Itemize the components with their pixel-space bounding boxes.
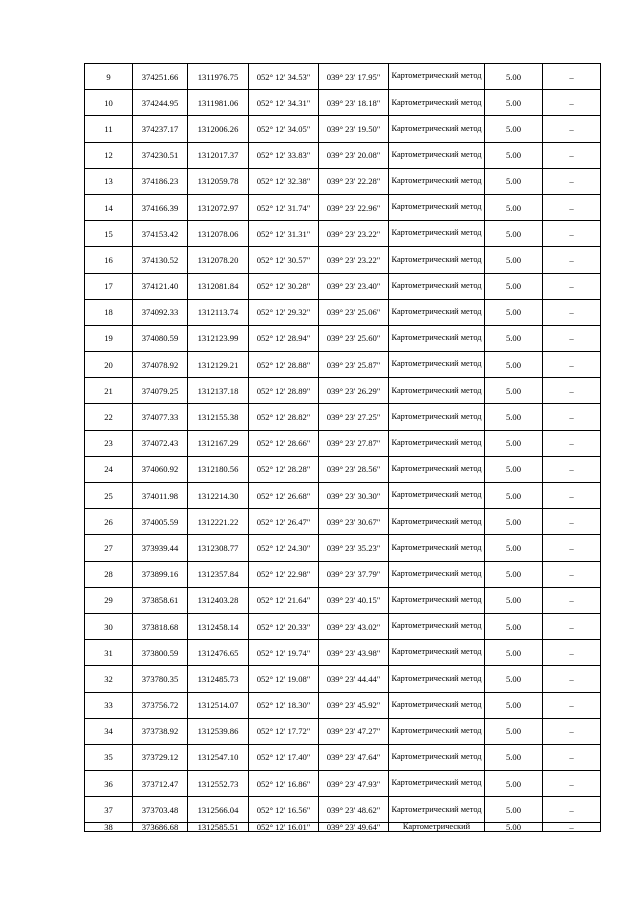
- y-coordinate-cell: 1312113.74: [188, 299, 249, 325]
- table-row: [85, 247, 601, 273]
- x-coordinate-cell: 374092.33: [133, 299, 188, 325]
- latitude-cell: 052° 12' 26.47": [249, 509, 319, 535]
- method-cell: Картометрический метод: [389, 378, 485, 404]
- method-cell: Картометрический метод: [389, 613, 485, 639]
- method-cell: Картометрический метод: [389, 142, 485, 168]
- table-row: [85, 483, 601, 509]
- point-number-cell: 24: [85, 456, 133, 482]
- x-coordinate-cell: 374153.42: [133, 221, 188, 247]
- point-number-cell: 9: [85, 64, 133, 90]
- latitude-cell: 052° 12' 34.53": [249, 64, 319, 90]
- table-row: [85, 561, 601, 587]
- x-coordinate-cell: 373800.59: [133, 640, 188, 666]
- method-cell: Картометрический метод: [389, 168, 485, 194]
- table-row: [85, 299, 601, 325]
- note-cell: –: [543, 587, 601, 613]
- longitude-cell: 039° 23' 22.28": [319, 168, 389, 194]
- point-number-cell: 28: [85, 561, 133, 587]
- x-coordinate-cell: 374011.98: [133, 483, 188, 509]
- method-cell: Картометрический метод: [389, 247, 485, 273]
- accuracy-cell: 5.00: [485, 299, 543, 325]
- y-coordinate-cell: 1312078.06: [188, 221, 249, 247]
- longitude-cell: 039° 23' 49.64": [319, 823, 389, 832]
- longitude-cell: 039° 23' 30.30": [319, 483, 389, 509]
- y-coordinate-cell: 1312155.38: [188, 404, 249, 430]
- longitude-cell: 039° 23' 25.06": [319, 299, 389, 325]
- longitude-cell: 039° 23' 44.44": [319, 666, 389, 692]
- table-row: [85, 404, 601, 430]
- method-cell: Картометрический метод: [389, 797, 485, 823]
- accuracy-cell: 5.00: [485, 273, 543, 299]
- longitude-cell: 039° 23' 17.95": [319, 64, 389, 90]
- note-cell: –: [543, 64, 601, 90]
- point-number-cell: 20: [85, 352, 133, 378]
- point-number-cell: 22: [85, 404, 133, 430]
- longitude-cell: 039° 23' 37.79": [319, 561, 389, 587]
- longitude-cell: 039° 23' 26.29": [319, 378, 389, 404]
- x-coordinate-cell: 373939.44: [133, 535, 188, 561]
- table-row: [85, 797, 601, 823]
- longitude-cell: 039° 23' 27.87": [319, 430, 389, 456]
- note-cell: –: [543, 221, 601, 247]
- point-number-cell: 30: [85, 613, 133, 639]
- point-number-cell: 37: [85, 797, 133, 823]
- y-coordinate-cell: 1312129.21: [188, 352, 249, 378]
- point-number-cell: 33: [85, 692, 133, 718]
- x-coordinate-cell: 374080.59: [133, 325, 188, 351]
- x-coordinate-cell: 373756.72: [133, 692, 188, 718]
- accuracy-cell: 5.00: [485, 64, 543, 90]
- latitude-cell: 052° 12' 31.74": [249, 194, 319, 220]
- longitude-cell: 039° 23' 22.96": [319, 194, 389, 220]
- note-cell: –: [543, 299, 601, 325]
- latitude-cell: 052° 12' 28.89": [249, 378, 319, 404]
- table-row: [85, 352, 601, 378]
- note-cell: –: [543, 613, 601, 639]
- point-number-cell: 26: [85, 509, 133, 535]
- longitude-cell: 039° 23' 27.25": [319, 404, 389, 430]
- method-cell: Картометрический метод: [389, 116, 485, 142]
- note-cell: –: [543, 352, 601, 378]
- latitude-cell: 052° 12' 28.94": [249, 325, 319, 351]
- latitude-cell: 052° 12' 28.66": [249, 430, 319, 456]
- accuracy-cell: 5.00: [485, 666, 543, 692]
- note-cell: –: [543, 168, 601, 194]
- method-cell: Картометрический метод: [389, 404, 485, 430]
- y-coordinate-cell: 1312485.73: [188, 666, 249, 692]
- method-cell: Картометрический метод: [389, 561, 485, 587]
- point-number-cell: 17: [85, 273, 133, 299]
- note-cell: –: [543, 378, 601, 404]
- y-coordinate-cell: 1312221.22: [188, 509, 249, 535]
- y-coordinate-cell: 1312123.99: [188, 325, 249, 351]
- y-coordinate-cell: 1312357.84: [188, 561, 249, 587]
- point-number-cell: 23: [85, 430, 133, 456]
- method-cell: Картометрический метод: [389, 430, 485, 456]
- note-cell: –: [543, 692, 601, 718]
- longitude-cell: 039° 23' 47.27": [319, 718, 389, 744]
- x-coordinate-cell: 374130.52: [133, 247, 188, 273]
- table-row: [85, 744, 601, 770]
- point-number-cell: 36: [85, 771, 133, 797]
- table-row: [85, 718, 601, 744]
- table-row: [85, 535, 601, 561]
- y-coordinate-cell: 1312539.86: [188, 718, 249, 744]
- longitude-cell: 039° 23' 23.22": [319, 247, 389, 273]
- note-cell: –: [543, 561, 601, 587]
- x-coordinate-cell: 374060.92: [133, 456, 188, 482]
- point-number-cell: 38: [85, 823, 133, 832]
- latitude-cell: 052° 12' 22.98": [249, 561, 319, 587]
- method-cell: Картометрический метод: [389, 352, 485, 378]
- latitude-cell: 052° 12' 16.01": [249, 823, 319, 832]
- accuracy-cell: 5.00: [485, 90, 543, 116]
- table-row: [85, 142, 601, 168]
- y-coordinate-cell: 1312167.29: [188, 430, 249, 456]
- y-coordinate-cell: 1312566.04: [188, 797, 249, 823]
- accuracy-cell: 5.00: [485, 535, 543, 561]
- note-cell: –: [543, 325, 601, 351]
- x-coordinate-cell: 374005.59: [133, 509, 188, 535]
- note-cell: –: [543, 430, 601, 456]
- x-coordinate-cell: 374186.23: [133, 168, 188, 194]
- table-row: [85, 666, 601, 692]
- note-cell: –: [543, 797, 601, 823]
- accuracy-cell: 5.00: [485, 404, 543, 430]
- latitude-cell: 052° 12' 30.57": [249, 247, 319, 273]
- x-coordinate-cell: 374121.40: [133, 273, 188, 299]
- longitude-cell: 039° 23' 30.67": [319, 509, 389, 535]
- longitude-cell: 039° 23' 40.15": [319, 587, 389, 613]
- latitude-cell: 052° 12' 26.68": [249, 483, 319, 509]
- y-coordinate-cell: 1312214.30: [188, 483, 249, 509]
- accuracy-cell: 5.00: [485, 640, 543, 666]
- point-number-cell: 25: [85, 483, 133, 509]
- latitude-cell: 052° 12' 34.05": [249, 116, 319, 142]
- method-cell: Картометрический метод: [389, 273, 485, 299]
- x-coordinate-cell: 374237.17: [133, 116, 188, 142]
- x-coordinate-cell: 374166.39: [133, 194, 188, 220]
- accuracy-cell: 5.00: [485, 692, 543, 718]
- accuracy-cell: 5.00: [485, 116, 543, 142]
- accuracy-cell: 5.00: [485, 194, 543, 220]
- note-cell: –: [543, 718, 601, 744]
- accuracy-cell: 5.00: [485, 378, 543, 404]
- table-row: [85, 640, 601, 666]
- accuracy-cell: 5.00: [485, 352, 543, 378]
- longitude-cell: 039° 23' 48.62": [319, 797, 389, 823]
- accuracy-cell: 5.00: [485, 325, 543, 351]
- latitude-cell: 052° 12' 29.32": [249, 299, 319, 325]
- longitude-cell: 039° 23' 20.08": [319, 142, 389, 168]
- table-row: [85, 692, 601, 718]
- accuracy-cell: 5.00: [485, 509, 543, 535]
- latitude-cell: 052° 12' 28.28": [249, 456, 319, 482]
- note-cell: –: [543, 535, 601, 561]
- latitude-cell: 052° 12' 28.88": [249, 352, 319, 378]
- table-row: [85, 194, 601, 220]
- method-cell: Картометрический метод: [389, 456, 485, 482]
- x-coordinate-cell: 374079.25: [133, 378, 188, 404]
- y-coordinate-cell: 1312137.18: [188, 378, 249, 404]
- y-coordinate-cell: 1312081.84: [188, 273, 249, 299]
- table-row: [85, 456, 601, 482]
- y-coordinate-cell: 1312072.97: [188, 194, 249, 220]
- accuracy-cell: 5.00: [485, 142, 543, 168]
- note-cell: –: [543, 483, 601, 509]
- point-number-cell: 34: [85, 718, 133, 744]
- y-coordinate-cell: 1312403.28: [188, 587, 249, 613]
- latitude-cell: 052° 12' 28.82": [249, 404, 319, 430]
- table-row: [85, 509, 601, 535]
- longitude-cell: 039° 23' 19.50": [319, 116, 389, 142]
- latitude-cell: 052° 12' 19.74": [249, 640, 319, 666]
- x-coordinate-cell: 374244.95: [133, 90, 188, 116]
- longitude-cell: 039° 23' 25.60": [319, 325, 389, 351]
- x-coordinate-cell: 373686.68: [133, 823, 188, 832]
- method-cell: Картометрический метод: [389, 90, 485, 116]
- latitude-cell: 052° 12' 34.31": [249, 90, 319, 116]
- method-cell: Картометрический метод: [389, 325, 485, 351]
- y-coordinate-cell: 1312552.73: [188, 771, 249, 797]
- note-cell: –: [543, 142, 601, 168]
- x-coordinate-cell: 373780.35: [133, 666, 188, 692]
- y-coordinate-cell: 1311981.06: [188, 90, 249, 116]
- y-coordinate-cell: 1312006.26: [188, 116, 249, 142]
- point-number-cell: 18: [85, 299, 133, 325]
- latitude-cell: 052° 12' 16.56": [249, 797, 319, 823]
- table-row: [85, 613, 601, 639]
- table-row: [85, 378, 601, 404]
- latitude-cell: 052° 12' 16.86": [249, 771, 319, 797]
- note-cell: –: [543, 194, 601, 220]
- accuracy-cell: 5.00: [485, 771, 543, 797]
- note-cell: –: [543, 247, 601, 273]
- latitude-cell: 052° 12' 20.33": [249, 613, 319, 639]
- x-coordinate-cell: 373899.16: [133, 561, 188, 587]
- x-coordinate-cell: 373703.48: [133, 797, 188, 823]
- x-coordinate-cell: 374072.43: [133, 430, 188, 456]
- longitude-cell: 039° 23' 35.23": [319, 535, 389, 561]
- coordinates-table: [84, 63, 601, 832]
- table-row: [85, 771, 601, 797]
- y-coordinate-cell: 1312059.78: [188, 168, 249, 194]
- longitude-cell: 039° 23' 18.18": [319, 90, 389, 116]
- table-row: [85, 587, 601, 613]
- point-number-cell: 10: [85, 90, 133, 116]
- accuracy-cell: 5.00: [485, 483, 543, 509]
- method-cell: Картометрический метод: [389, 587, 485, 613]
- x-coordinate-cell: 374251.66: [133, 64, 188, 90]
- method-cell: Картометрический метод: [389, 221, 485, 247]
- method-cell: Картометрический метод: [389, 483, 485, 509]
- point-number-cell: 31: [85, 640, 133, 666]
- x-coordinate-cell: 373738.92: [133, 718, 188, 744]
- accuracy-cell: 5.00: [485, 823, 543, 832]
- x-coordinate-cell: 374078.92: [133, 352, 188, 378]
- y-coordinate-cell: 1312585.51: [188, 823, 249, 832]
- longitude-cell: 039° 23' 47.93": [319, 771, 389, 797]
- note-cell: –: [543, 823, 601, 832]
- x-coordinate-cell: 373729.12: [133, 744, 188, 770]
- point-number-cell: 13: [85, 168, 133, 194]
- method-cell: Картометрический метод: [389, 666, 485, 692]
- y-coordinate-cell: 1312180.56: [188, 456, 249, 482]
- accuracy-cell: 5.00: [485, 561, 543, 587]
- latitude-cell: 052° 12' 18.30": [249, 692, 319, 718]
- note-cell: –: [543, 744, 601, 770]
- latitude-cell: 052° 12' 32.38": [249, 168, 319, 194]
- table-row: [85, 430, 601, 456]
- note-cell: –: [543, 404, 601, 430]
- y-coordinate-cell: 1312514.07: [188, 692, 249, 718]
- note-cell: –: [543, 116, 601, 142]
- accuracy-cell: 5.00: [485, 797, 543, 823]
- x-coordinate-cell: 373712.47: [133, 771, 188, 797]
- y-coordinate-cell: 1312547.10: [188, 744, 249, 770]
- latitude-cell: 052° 12' 33.83": [249, 142, 319, 168]
- method-cell: Картометрический метод: [389, 718, 485, 744]
- method-cell: Картометрический метод: [389, 64, 485, 90]
- y-coordinate-cell: 1312476.65: [188, 640, 249, 666]
- point-number-cell: 21: [85, 378, 133, 404]
- latitude-cell: 052° 12' 31.31": [249, 221, 319, 247]
- method-cell: Картометрический метод: [389, 692, 485, 718]
- method-cell: Картометрический метод: [389, 299, 485, 325]
- point-number-cell: 27: [85, 535, 133, 561]
- note-cell: –: [543, 509, 601, 535]
- y-coordinate-cell: 1312078.20: [188, 247, 249, 273]
- latitude-cell: 052° 12' 24.30": [249, 535, 319, 561]
- point-number-cell: 12: [85, 142, 133, 168]
- latitude-cell: 052° 12' 17.72": [249, 718, 319, 744]
- x-coordinate-cell: 374230.51: [133, 142, 188, 168]
- longitude-cell: 039° 23' 23.22": [319, 221, 389, 247]
- table-row: [85, 90, 601, 116]
- y-coordinate-cell: 1312017.37: [188, 142, 249, 168]
- x-coordinate-cell: 373818.68: [133, 613, 188, 639]
- note-cell: –: [543, 666, 601, 692]
- y-coordinate-cell: 1311976.75: [188, 64, 249, 90]
- table-row: [85, 116, 601, 142]
- longitude-cell: 039° 23' 43.98": [319, 640, 389, 666]
- method-cell: Картометрический: [389, 823, 485, 832]
- method-cell: Картометрический метод: [389, 509, 485, 535]
- latitude-cell: 052° 12' 30.28": [249, 273, 319, 299]
- method-cell: Картометрический метод: [389, 535, 485, 561]
- accuracy-cell: 5.00: [485, 247, 543, 273]
- table-body: [85, 64, 601, 832]
- point-number-cell: 16: [85, 247, 133, 273]
- accuracy-cell: 5.00: [485, 456, 543, 482]
- longitude-cell: 039° 23' 25.87": [319, 352, 389, 378]
- accuracy-cell: 5.00: [485, 718, 543, 744]
- table-row: [85, 168, 601, 194]
- y-coordinate-cell: 1312458.14: [188, 613, 249, 639]
- note-cell: –: [543, 456, 601, 482]
- accuracy-cell: 5.00: [485, 221, 543, 247]
- x-coordinate-cell: 373858.61: [133, 587, 188, 613]
- table-row: [85, 325, 601, 351]
- method-cell: Картометрический метод: [389, 640, 485, 666]
- x-coordinate-cell: 374077.33: [133, 404, 188, 430]
- latitude-cell: 052° 12' 19.08": [249, 666, 319, 692]
- accuracy-cell: 5.00: [485, 168, 543, 194]
- y-coordinate-cell: 1312308.77: [188, 535, 249, 561]
- table-row: [85, 221, 601, 247]
- note-cell: –: [543, 273, 601, 299]
- note-cell: –: [543, 90, 601, 116]
- accuracy-cell: 5.00: [485, 430, 543, 456]
- point-number-cell: 14: [85, 194, 133, 220]
- longitude-cell: 039° 23' 23.40": [319, 273, 389, 299]
- longitude-cell: 039° 23' 47.64": [319, 744, 389, 770]
- note-cell: –: [543, 771, 601, 797]
- note-cell: –: [543, 640, 601, 666]
- longitude-cell: 039° 23' 28.56": [319, 456, 389, 482]
- longitude-cell: 039° 23' 43.02": [319, 613, 389, 639]
- point-number-cell: 15: [85, 221, 133, 247]
- point-number-cell: 35: [85, 744, 133, 770]
- method-cell: Картометрический метод: [389, 771, 485, 797]
- point-number-cell: 29: [85, 587, 133, 613]
- accuracy-cell: 5.00: [485, 744, 543, 770]
- method-cell: Картометрический метод: [389, 744, 485, 770]
- table-row: [85, 823, 601, 832]
- table-row: [85, 273, 601, 299]
- table-row: [85, 64, 601, 90]
- point-number-cell: 32: [85, 666, 133, 692]
- method-cell: Картометрический метод: [389, 194, 485, 220]
- latitude-cell: 052° 12' 21.64": [249, 587, 319, 613]
- accuracy-cell: 5.00: [485, 613, 543, 639]
- longitude-cell: 039° 23' 45.92": [319, 692, 389, 718]
- accuracy-cell: 5.00: [485, 587, 543, 613]
- point-number-cell: 11: [85, 116, 133, 142]
- latitude-cell: 052° 12' 17.40": [249, 744, 319, 770]
- point-number-cell: 19: [85, 325, 133, 351]
